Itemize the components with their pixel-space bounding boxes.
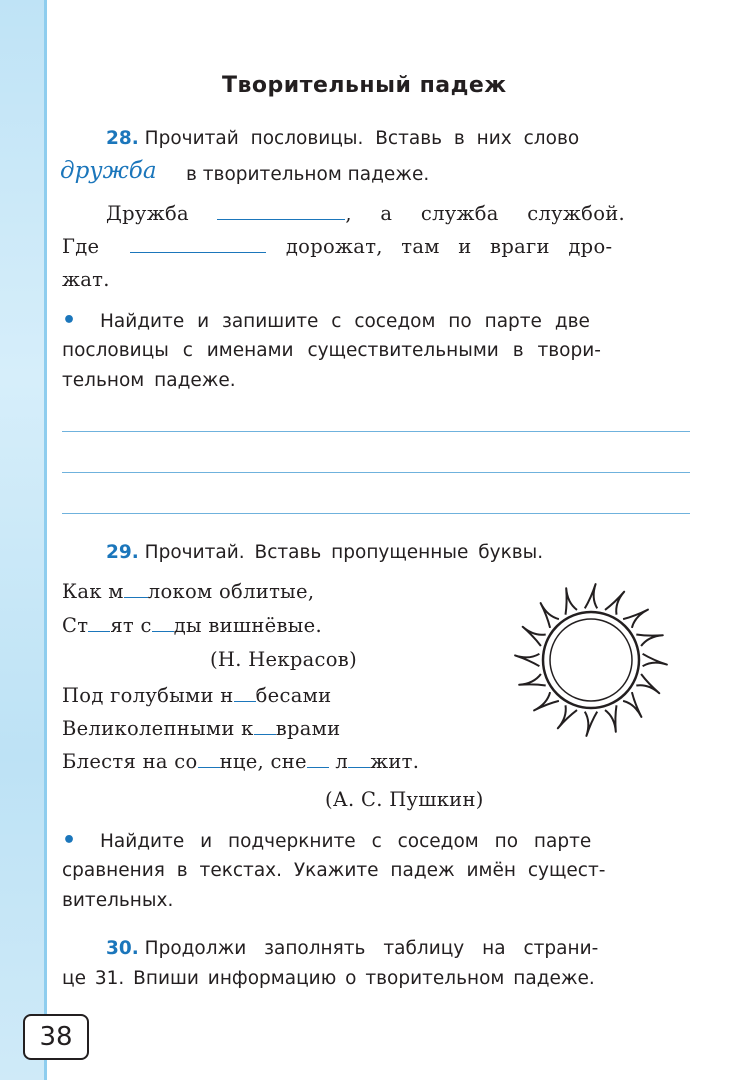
sun-ray [541,603,559,628]
sun-ray [534,692,559,710]
bullet-icon: • [62,308,77,333]
letter-blank[interactable] [198,767,220,768]
page-number: 38 [23,1014,89,1060]
decorative-border [0,0,44,1080]
poem-line-1: Как м локом облитые, [62,580,315,603]
letter-blank[interactable] [234,701,256,702]
ex29-task-line-2: сравнения в текстах. Укажите падеж имён сущест- [62,860,606,881]
poem-line-2: Ст ят с ды вишнёвые. [62,614,322,637]
letter-blank[interactable] [254,734,276,735]
author-nekrasov: (Н. Некрасов) [210,648,357,671]
letter-blank[interactable] [348,767,370,768]
poem-line-5: Блестя на со нце, сне л жит. [62,750,420,773]
ex28-number: 28. [106,128,139,149]
sun-ray [636,674,659,693]
writing-line-2[interactable] [62,472,690,473]
ex29-task-line-3: вительных. [62,890,174,911]
ex28-task-line-1: • Найдите и запишите с соседом по парте две [62,308,590,333]
sun-ray [566,588,578,615]
poem-line-3: Под голубыми н бесами [62,684,332,707]
letter-blank[interactable] [124,597,148,598]
sun-ray [643,654,667,666]
proverb-line-2: Где дорожат, там и враги дро- [62,235,613,258]
sun-ray [636,635,663,647]
ex29-task-line-1: • Найдите и подчеркните с соседом по парте [62,828,592,853]
bullet-icon: • [62,828,77,853]
poem-line-4: Великолепными к врами [62,717,341,740]
answer-blank-1[interactable] [217,219,345,220]
ex29-instruction: 29. Прочитай. Вставь пропущенные буквы. [106,542,544,563]
sun-ray [585,584,597,608]
page-title: Творительный падеж [222,73,507,98]
ex29-number: 29. [106,542,139,563]
sun-ray [605,592,624,615]
ex30-line-2: це 31. Впиши информацию о творительном падеже. [62,968,595,989]
sun-ray [519,674,546,686]
proverb-line-1: Дружба , а служба службой. [106,202,626,225]
answer-blank-2[interactable] [130,252,266,253]
proverb-line-3: жат. [62,268,110,291]
sun-ray [558,705,577,728]
sun-ray [623,692,641,717]
ex28-task-line-2: пословицы с именами существительными в твори- [62,340,601,361]
sun-icon [505,580,675,740]
sun-ray [605,705,617,732]
ex28-instruction-cont: в творительном падеже. [186,164,430,185]
writing-line-1[interactable] [62,431,690,432]
ex30-line-1: 30. Продолжи заполнять таблицу на страни- [106,938,599,959]
ex28-instruction: 28. Прочитай пословицы. Вставь в них слово [106,128,580,149]
letter-blank[interactable] [88,631,110,632]
sun-ray [523,627,546,646]
sun-ray [515,654,539,666]
writing-line-3[interactable] [62,513,690,514]
letter-blank[interactable] [152,631,174,632]
sun-ray [623,610,648,628]
border-line [44,0,47,1080]
author-pushkin: (А. С. Пушкин) [325,788,484,811]
letter-blank[interactable] [307,767,329,768]
sun-ray [585,712,597,736]
handwritten-word: дружба [60,158,157,184]
ex30-number: 30. [106,938,139,959]
ex28-task-line-3: тельном падеже. [62,370,236,391]
